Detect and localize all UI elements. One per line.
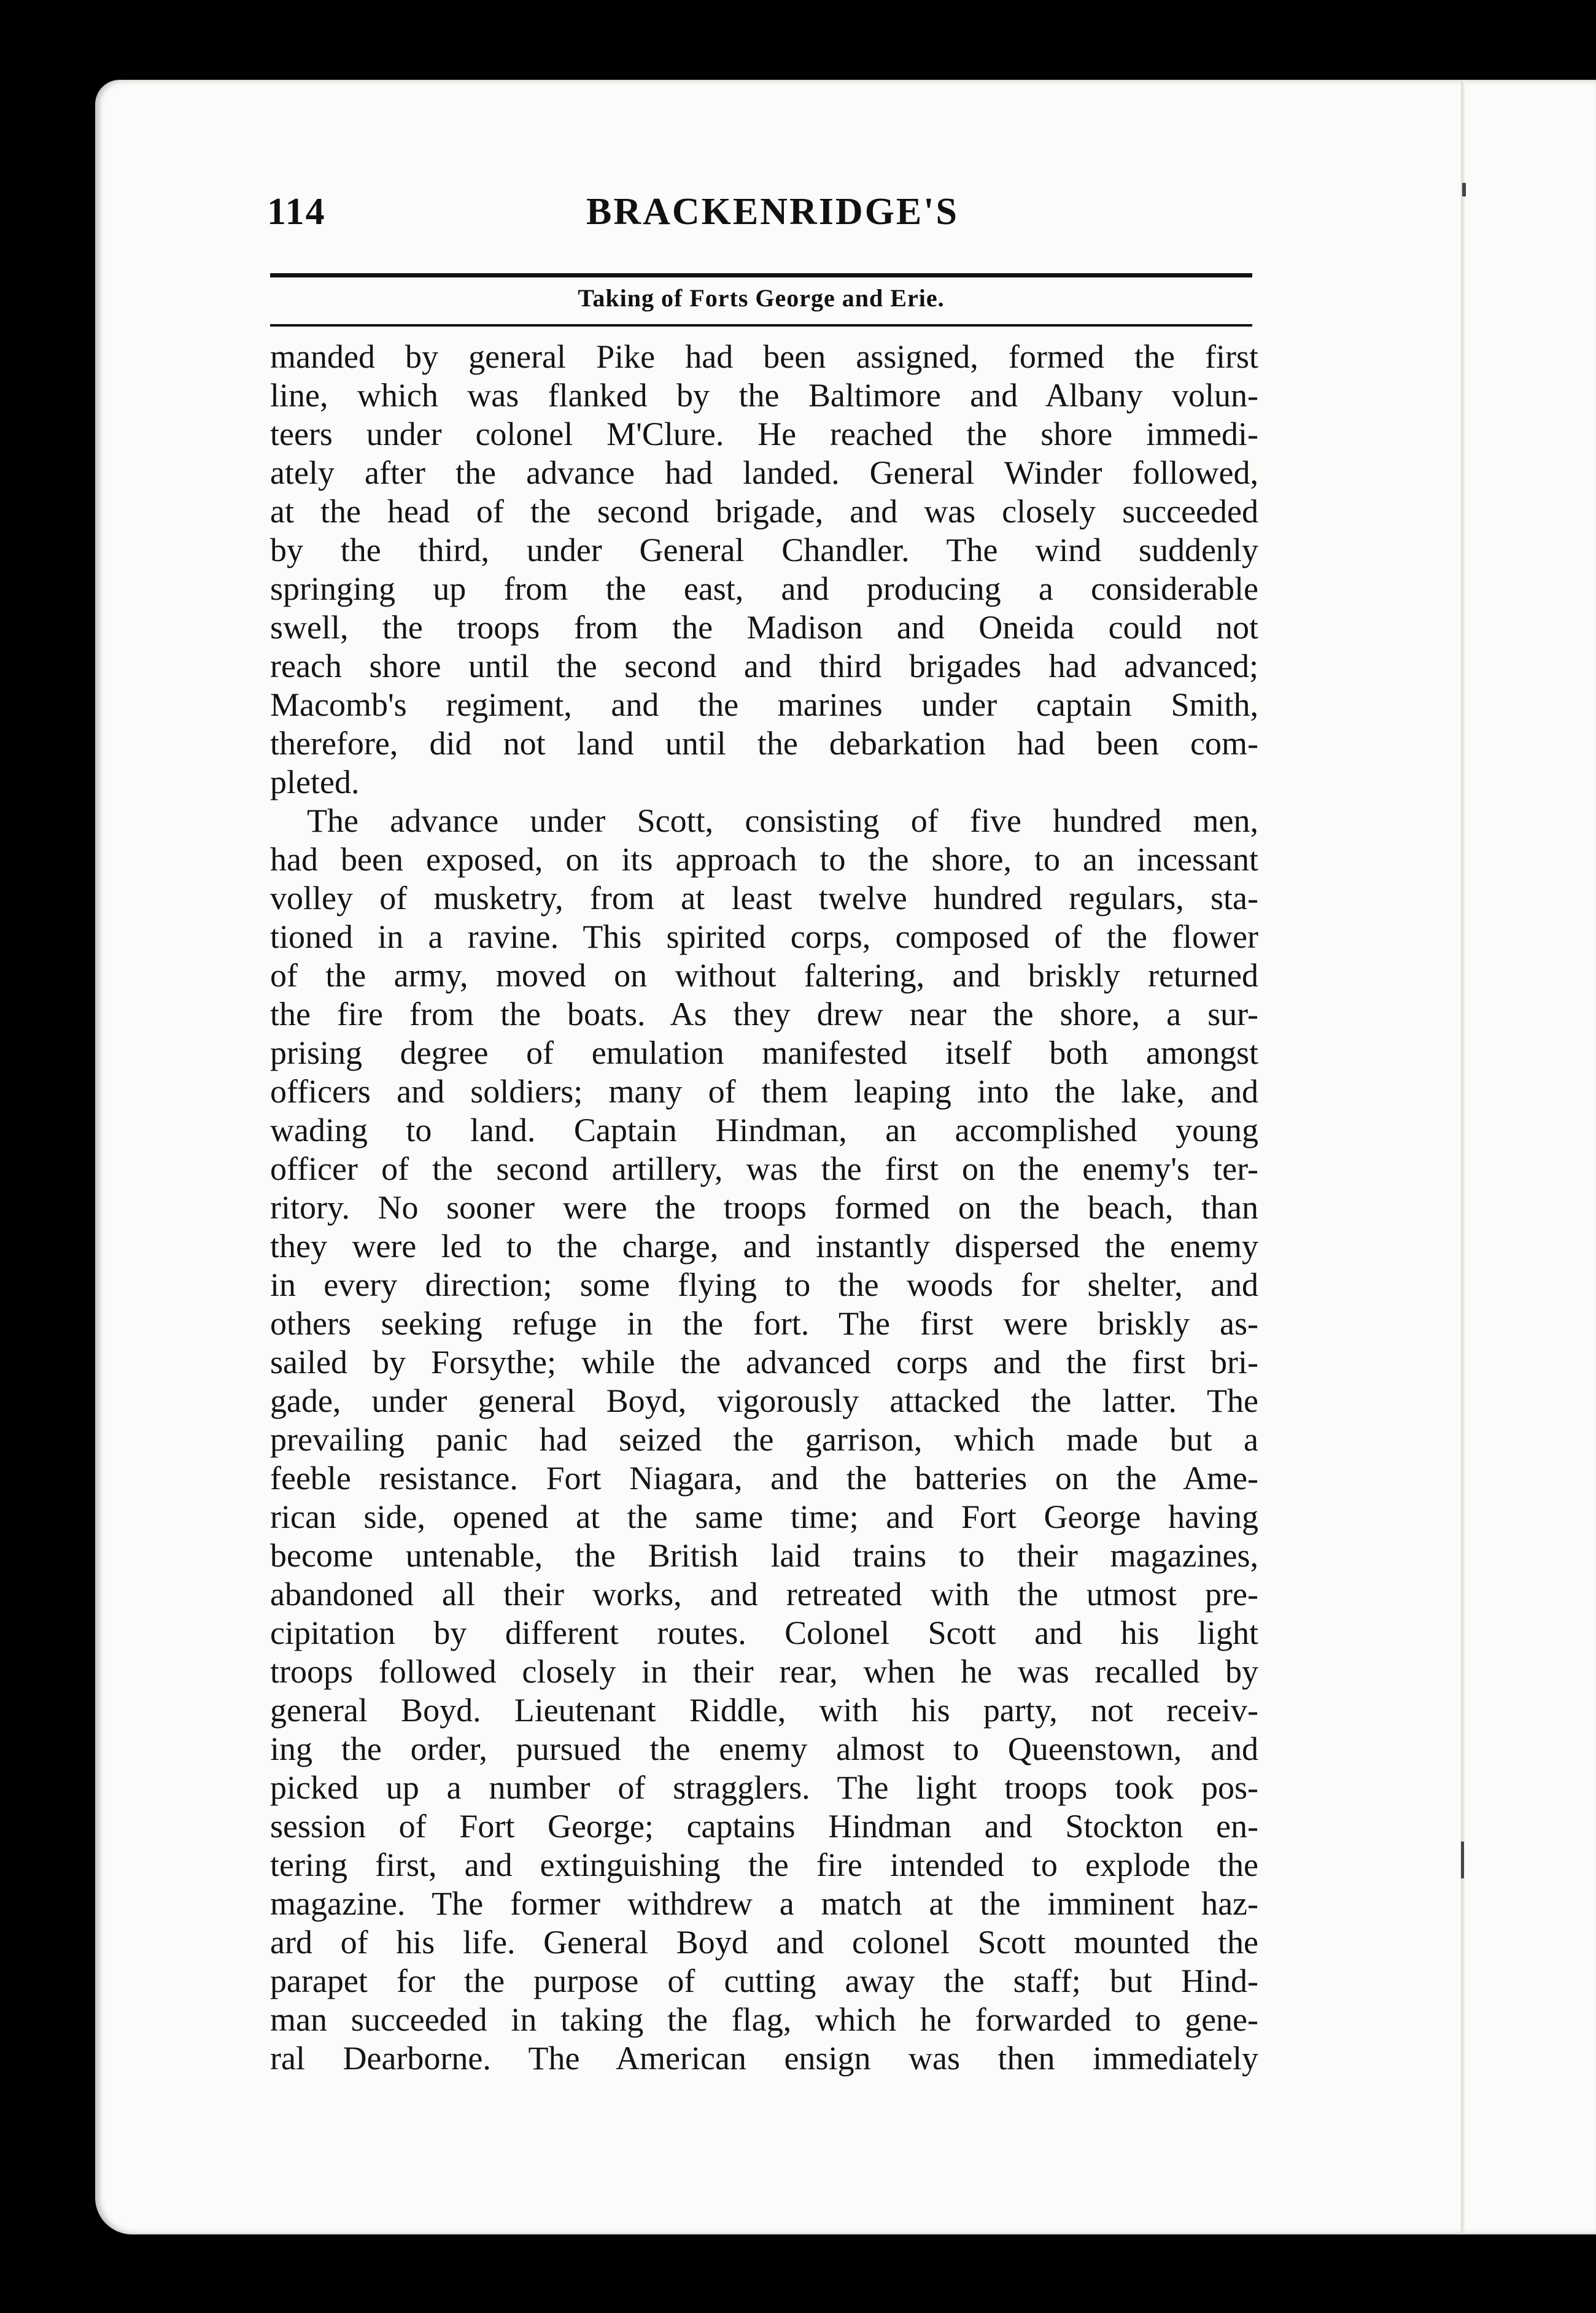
text-line: abandoned all their works, and retreated with the utmost pre- <box>270 1576 1258 1613</box>
text-line: ately after the advance had landed. General Winder followed, <box>270 454 1258 491</box>
text-line: the fire from the boats. As they drew near the shore, a sur- <box>270 996 1258 1033</box>
text-line: volley of musketry, from at least twelve hundred regulars, sta- <box>270 880 1258 916</box>
text-line: The advance under Scott, consisting of five hundred men, <box>307 802 1258 839</box>
text-line: reach shore until the second and third brigades had advanced; <box>270 648 1258 684</box>
margin-mark <box>1462 183 1466 196</box>
text-line: wading to land. Captain Hindman, an accomplished young <box>270 1112 1258 1149</box>
text-line: line, which was flanked by the Baltimore and Albany volun- <box>270 377 1258 414</box>
text-line: parapet for the purpose of cutting away the staff; but Hind- <box>270 1962 1258 1999</box>
text-line: of the army, moved on without faltering, and briskly returned <box>270 957 1258 994</box>
text-line: swell, the troops from the Madison and Oneida could not <box>270 609 1258 646</box>
text-line: session of Fort George; captains Hindman and Stockton en- <box>270 1808 1258 1845</box>
text-line: magazine. The former withdrew a match at the imminent haz- <box>270 1885 1258 1922</box>
text-line: others seeking refuge in the fort. The first were briskly as- <box>270 1305 1258 1342</box>
text-line: man succeeded in taking the flag, which he forwarded to gene- <box>270 2001 1258 2038</box>
text-line: gade, under general Boyd, vigorously attacked the latter. The <box>270 1382 1258 1419</box>
text-line: sailed by Forsythe; while the advanced corps and the first bri- <box>270 1344 1258 1381</box>
text-line: in every direction; some flying to the woods for shelter, and <box>270 1266 1258 1303</box>
margin-mark <box>1461 1842 1464 1878</box>
text-line: by the third, under General Chandler. The wind suddenly <box>270 532 1258 568</box>
text-line: ing the order, pursued the enemy almost to Queenstown, and <box>270 1730 1258 1767</box>
text-line: picked up a number of stragglers. The light troops took pos- <box>270 1769 1258 1806</box>
text-line: feeble resistance. Fort Niagara, and the batteries on the Ame- <box>270 1460 1258 1497</box>
text-line: general Boyd. Lieutenant Riddle, with his party, not receiv- <box>270 1692 1258 1729</box>
text-line: cipitation by different routes. Colonel Scott and his light <box>270 1614 1258 1651</box>
text-line: manded by general Pike had been assigned, formed the first <box>270 338 1258 375</box>
text-line: prising degree of emulation manifested itself both amongst <box>270 1034 1258 1071</box>
section-subtitle: Taking of Forts George and Erie. <box>578 284 945 312</box>
text-line: rican side, opened at the same time; and Fort George having <box>270 1498 1258 1535</box>
text-line: ritory. No sooner were the troops formed on the beach, than <box>270 1189 1258 1226</box>
text-line: officers and soldiers; many of them leaping into the lake, and <box>270 1073 1258 1110</box>
text-line: tioned in a ravine. This spirited corps, composed of the flower <box>270 918 1258 955</box>
text-line: they were led to the charge, and instantly dispersed the enemy <box>270 1228 1258 1265</box>
header-rule-bottom <box>270 324 1252 327</box>
text-line: ral Dearborne. The American ensign was then immediately <box>270 2040 1258 2077</box>
page-number: 114 <box>267 191 326 233</box>
text-line: therefore, did not land until the debarkation had been com- <box>270 725 1258 762</box>
body-text <box>270 338 1258 2078</box>
text-line: Macomb's regiment, and the marines under captain Smith, <box>270 686 1258 723</box>
text-line: at the head of the second brigade, and was closely succeeded <box>270 493 1258 530</box>
text-line: springing up from the east, and producing a considerable <box>270 570 1258 607</box>
text-line: ard of his life. General Boyd and colonel Scott mounted the <box>270 1924 1258 1961</box>
text-line: prevailing panic had seized the garrison, which made but a <box>270 1421 1258 1458</box>
running-head: BRACKENRIDGE'S <box>586 191 959 233</box>
text-line: officer of the second artillery, was the first on the enemy's ter- <box>270 1150 1258 1187</box>
page-edge <box>1461 80 1465 2234</box>
text-line: become untenable, the British laid trains to their magazines, <box>270 1537 1258 1574</box>
page-header <box>267 190 1255 252</box>
text-line: had been exposed, on its approach to the shore, to an incessant <box>270 841 1258 878</box>
text-line: troops followed closely in their rear, when he was recalled by <box>270 1653 1258 1690</box>
text-line: tering first, and extinguishing the fire intended to explode the <box>270 1846 1258 1883</box>
header-rule-top <box>270 273 1252 277</box>
text-line: teers under colonel M'Clure. He reached the shore immedi- <box>270 416 1258 452</box>
text-line: pleted. <box>270 764 360 800</box>
